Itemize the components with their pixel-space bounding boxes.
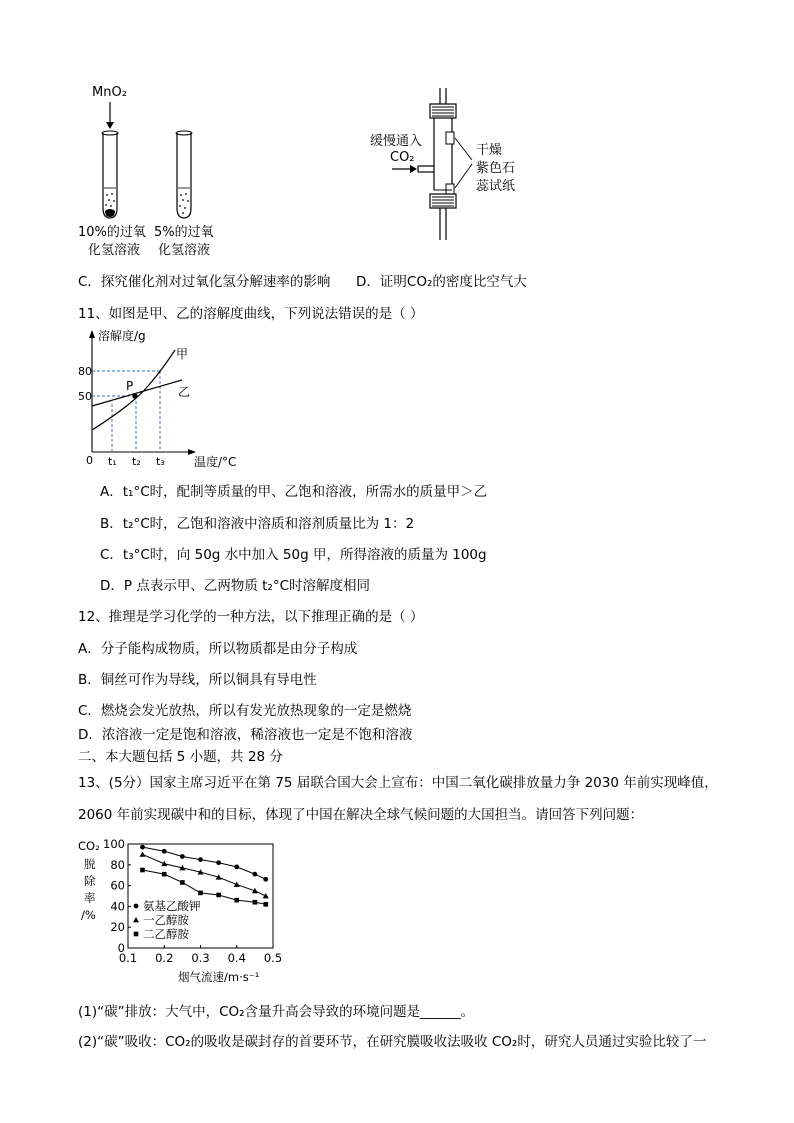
- tube1-label-line2: 化氢溶液: [88, 243, 141, 258]
- y-tick-50: 50: [78, 390, 92, 403]
- legend-label: 一乙醇胺: [143, 913, 189, 927]
- test-tube-2: [177, 133, 191, 218]
- q11-option-a: A．t₁°C时，配制等质量的甲、乙饱和溶液，所需水的质量甲＞乙: [100, 484, 488, 500]
- option-c-caption: C．探究催化剂对过氧化氢分解速率的影响: [78, 274, 331, 290]
- chart-ylabel-part2: 脱: [84, 857, 96, 871]
- data-point-square: [216, 893, 221, 898]
- y-axis-label: 溶解度/g: [98, 329, 146, 343]
- chart-ylabel-part4: 率: [84, 891, 96, 905]
- mno2-arrow-head: [106, 122, 114, 129]
- q13-stem-line2: 2060 年前实现碳中和的目标，体现了中国在解决全球气候问题的大国担当。请回答下列问题：: [78, 807, 644, 823]
- chart-ylabel-part5: /%: [81, 908, 96, 922]
- x-tick-label: 0.2: [155, 951, 174, 965]
- q13-sub1: (1)“碳”排放：大气中，CO₂含量升高会导致的环境问题是______。: [78, 1004, 475, 1020]
- section-2-heading: 二、本大题包括 5 小题，共 28 分: [78, 749, 283, 765]
- curve-yi-label: 乙: [178, 385, 191, 399]
- mno2-label: MnO₂: [92, 85, 127, 100]
- x-tick-label: 0.3: [191, 951, 210, 965]
- data-point-triangle: [234, 882, 240, 887]
- data-point-circle: [234, 864, 239, 869]
- point-p: [132, 393, 137, 398]
- data-point-circle: [216, 860, 221, 865]
- litmus-label-line1: 干燥: [476, 143, 503, 158]
- co2-inlet-label-line1: 缓慢通入: [370, 134, 423, 149]
- co2-inlet-label-line2: CO₂: [390, 150, 415, 165]
- x-tick-label: 0.5: [263, 951, 283, 965]
- option-d-caption: D．证明CO₂的密度比空气大: [356, 274, 527, 290]
- q12-option-d: D．浓溶液一定是饱和溶液，稀溶液也一定是不饱和溶液: [78, 727, 413, 743]
- data-point-square: [162, 872, 167, 877]
- origin-label: 0: [86, 454, 93, 467]
- data-point-triangle: [263, 893, 269, 898]
- litmus-label-line3: 蕊试纸: [476, 179, 516, 194]
- data-point-square: [234, 898, 239, 903]
- legend-label: 氨基乙酸钾: [143, 899, 201, 913]
- catalyst-tubes-diagram: [70, 78, 270, 268]
- data-point-triangle: [140, 851, 146, 856]
- y-tick-label: 20: [110, 920, 125, 935]
- data-point-circle: [263, 877, 268, 882]
- data-point-square: [253, 900, 258, 905]
- x-tick-label: 0.4: [227, 951, 246, 965]
- curve-jia: [92, 350, 175, 430]
- data-point-circle: [180, 854, 185, 859]
- co2-removal-chart: [78, 836, 308, 986]
- data-point-circle: [252, 872, 257, 877]
- q11-option-b: B．t₂°C时，乙饱和溶液中溶质和溶剂质量比为 1：2: [100, 516, 415, 532]
- data-point-circle: [162, 849, 167, 854]
- litmus-paper-bottom: [446, 184, 454, 194]
- chart-ylabel-part1: CO₂: [78, 839, 100, 853]
- data-point-triangle: [133, 917, 139, 922]
- data-point-square: [263, 902, 268, 907]
- q12-option-a: A．分子能构成物质，所以物质都是由分子构成: [78, 641, 358, 657]
- tube2-label-line1: 5%的过氧: [154, 225, 214, 240]
- data-point-square: [140, 868, 145, 873]
- q12-stem: 12、推理是学习化学的一种方法，以下推理正确的是（ ）: [78, 609, 424, 625]
- point-p-label: P: [126, 379, 134, 393]
- data-point-circle: [140, 845, 145, 850]
- q13-stem-line1: 13、(5分）国家主席习近平在第 75 届联合国大会上宣布：中国二氧化碳排放量力争 2030 年前实现峰值，: [78, 775, 718, 791]
- curve-yi: [92, 380, 182, 406]
- series-circle: [140, 845, 268, 882]
- chart-series: [140, 845, 269, 907]
- data-point-square: [180, 880, 185, 885]
- x-tick-t3: t₃: [156, 455, 165, 468]
- legend-label: 二乙醇胺: [143, 927, 189, 941]
- x-tick-t2: t₂: [132, 455, 141, 468]
- y-tick-label: 0: [117, 941, 125, 955]
- x-tick-label: 0.1: [118, 951, 138, 965]
- q13-sub2: (2)“碳”吸收：CO₂的吸收是碳封存的首要环节，在研究膜吸收法吸收 CO₂时，研究人员通过实验比较了一: [78, 1034, 707, 1050]
- data-point-square: [198, 891, 203, 896]
- q11-stem: 11、如图是甲、乙的溶解度曲线，下列说法错误的是（ ）: [78, 306, 424, 322]
- y-tick-80: 80: [78, 365, 92, 378]
- data-point-circle: [198, 857, 203, 862]
- tube1-label-line1: 10%的过氧: [78, 225, 146, 240]
- y-tick-label: 80: [110, 857, 125, 872]
- co2-tube-diagram: [360, 88, 560, 248]
- y-tick-label: 60: [110, 878, 125, 893]
- series-line: [143, 847, 266, 879]
- q12-option-b: B．铜丝可作为导线，所以铜具有导电性: [78, 672, 317, 688]
- y-tick-label: 100: [103, 837, 125, 851]
- q11-option-c: C．t₃°C时，向 50g 水中加入 50g 甲，所得溶液的质量为 100g: [100, 547, 487, 563]
- solubility-curve-chart: [78, 326, 248, 472]
- data-point-circle: [134, 904, 139, 909]
- data-point-triangle: [161, 861, 167, 866]
- data-point-square: [134, 932, 139, 937]
- curve-jia-label: 甲: [176, 347, 189, 361]
- litmus-label-line2: 紫色石: [476, 161, 516, 176]
- q11-option-d: D．P 点表示甲、乙两物质 t₂°C时溶解度相同: [100, 578, 370, 594]
- chart-ylabel-part3: 除: [84, 874, 96, 888]
- litmus-paper-top: [446, 132, 454, 144]
- tube2-label-line2: 化氢溶液: [158, 243, 211, 258]
- x-tick-t1: t₁: [108, 455, 117, 468]
- q12-option-c: C．燃烧会发光放热，所以有发光放热现象的一定是燃烧: [78, 703, 412, 719]
- chart-xlabel: 烟气流速/m·s⁻¹: [178, 970, 260, 984]
- x-axis-label: 温度/°C: [194, 455, 237, 469]
- series-triangle: [140, 851, 269, 898]
- y-tick-label: 40: [110, 899, 125, 914]
- chart-legend: [133, 899, 201, 941]
